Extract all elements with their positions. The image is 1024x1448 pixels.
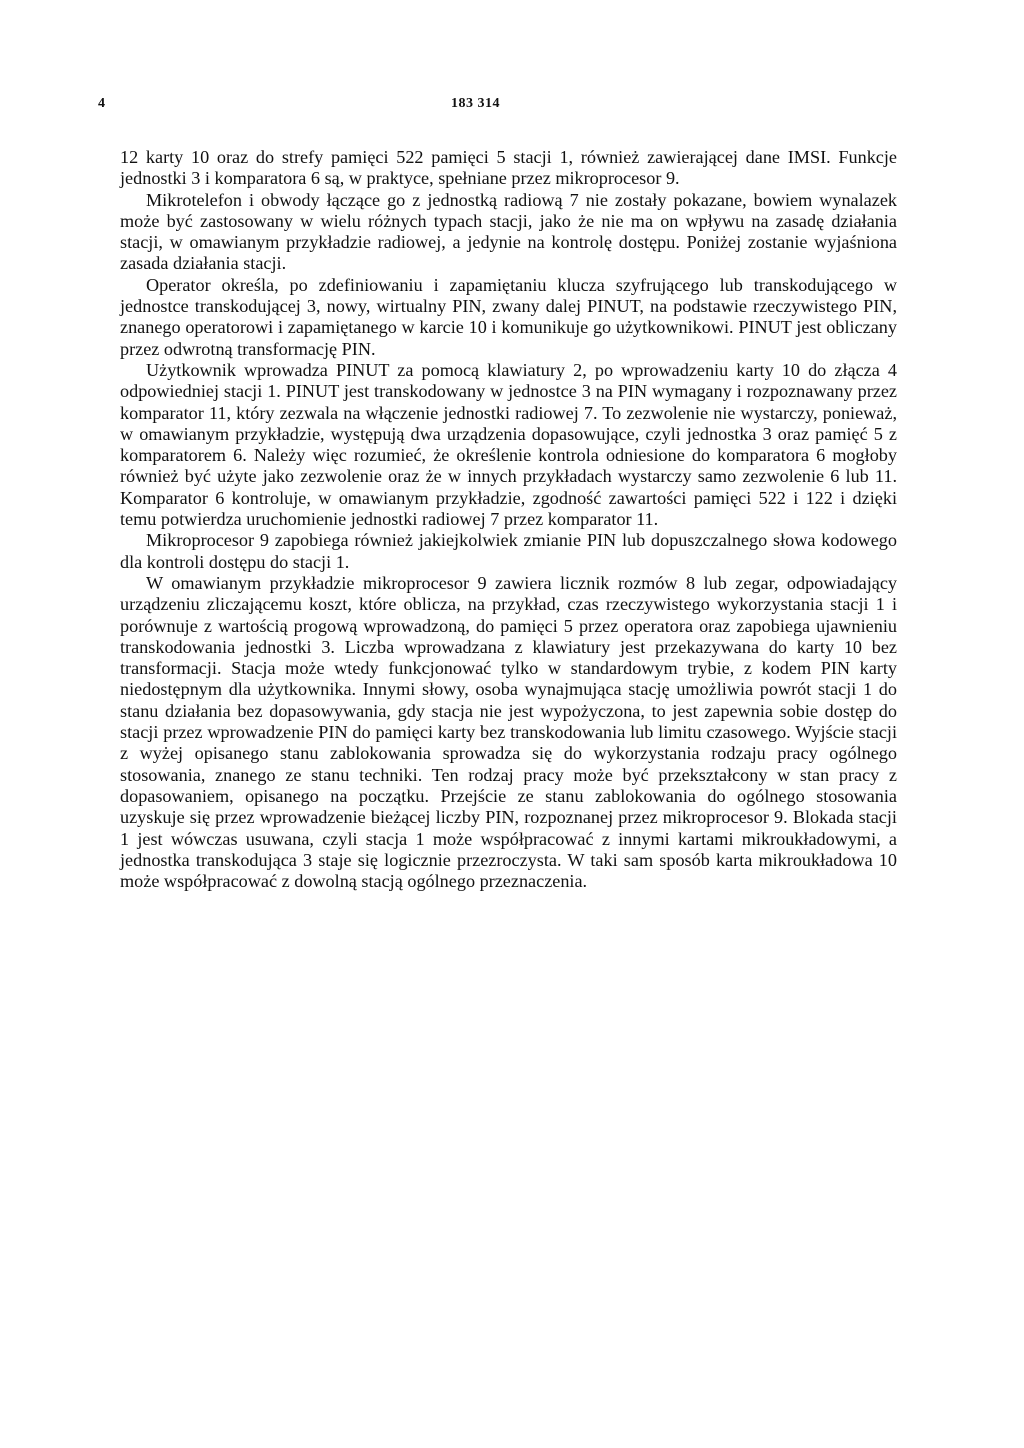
- page-number: 4: [98, 96, 105, 111]
- patent-number: 183 314: [451, 96, 500, 111]
- paragraph: Mikroprocesor 9 zapobiega również jakiejkolwiek zmianie PIN lub dopuszczalnego słowa kodowego dla kontroli dostępu do stacji 1.: [120, 530, 897, 572]
- paragraph: W omawianym przykładzie mikroprocesor 9 zawiera licznik rozmów 8 lub zegar, odpowiadający urządzeniu zliczającemu koszt, które oblicza, na przykład, czas rzeczywistego wykorzystania stacji 1 i porównuje z wartością progową wprowadzoną, do pamięci 5 przez operatora oraz zapobiega ujawnieniu transkodowania jednostki 3. Liczba wprowadzana z klawiatury jest przekazywana do karty 10 bez transformacji. Stacja może wtedy funkcjonować tylko w standardowym trybie, z kodem PIN karty niedostępnym dla użytkownika. Innymi słowy, osoba wynajmująca stację umożliwia powrót stacji 1 do stanu działania bez dopasowywania, gdy stacja nie jest wypożyczona, to jest zapewnia sobie dostęp do stacji przez wprowadzenie PIN do pamięci karty bez transkodowania lub limitu czasowego. Wyjście stacji z wyżej opisanego stanu zablokowania sprowadza się do wykorzystania rodzaju pracy ogólnego stosowania, znanego ze stanu techniki. Ten rodzaj pracy może być przekształcony w stan pracy z dopasowaniem, opisanego na początku. Przejście ze stanu zablokowania do ogólnego stosowania uzyskuje się przez wprowadzenie bieżącej liczby PIN, rozpoznanej przez mikroprocesor 9. Blokada stacji 1 jest wówczas usuwana, czyli stacja 1 może współpracować z innymi kartami mikroukładowymi, a jednostka transkodująca 3 staje się logicznie przezroczysta. W taki sam sposób karta mikroukładowa 10 może współpracować z dowolną stacją ogólnego przeznaczenia.: [120, 572, 897, 892]
- paragraph: Mikrotelefon i obwody łączące go z jednostką radiową 7 nie zostały pokazane, bowiem wynalazek może być zastosowany w wielu różnych typach stacji, jako że nie ma on wpływu na zasadę działania stacji, w omawianym przykładzie radiowej, a jedynie na kontrolę dostępu. Poniżej zostanie wyjaśniona zasada działania stacji.: [120, 189, 897, 274]
- paragraph: Operator określa, po zdefiniowaniu i zapamiętaniu klucza szyfrującego lub transkodującego w jednostce transkodującej 3, nowy, wirtualny PIN, zwany dalej PINUT, na podstawie rzeczywistego PIN, znanego operatorowi i zapamiętanego w karcie 10 i komunikuje go użytkownikowi. PINUT jest obliczany przez odwrotną transformację PIN.: [120, 274, 897, 359]
- body-text: [120, 147, 897, 892]
- paragraph: Użytkownik wprowadza PINUT za pomocą klawiatury 2, po wprowadzeniu karty 10 do złącza 4 odpowiedniej stacji 1. PINUT jest transkodowany w jednostce 3 na PIN wymagany i rozpoznawany przez komparator 11, który zezwala na włączenie jednostki radiowej 7. To zezwolenie nie wystarczy, ponieważ, w omawianym przykładzie, występują dwa urządzenia dopasowujące, czyli jednostka 3 oraz pamięć 5 z komparatorem 6. Należy więc rozumieć, że określenie kontrola odniesione do komparatora 6 mogłoby również być użyte jako zezwolenie oraz że w innych przykładach wystarczy samo zezwolenie 6 lub 11. Komparator 6 kontroluje, w omawianym przykładzie, zgodność zawartości pamięci 522 i 122 i dzięki temu potwierdza uruchomienie jednostki radiowej 7 przez komparator 11.: [120, 359, 897, 530]
- paragraph: 12 karty 10 oraz do strefy pamięci 522 pamięci 5 stacji 1, również zawierającej dane IMSI. Funkcje jednostki 3 i komparatora 6 są, w praktyce, spełniane przez mikroprocesor 9.: [120, 147, 897, 189]
